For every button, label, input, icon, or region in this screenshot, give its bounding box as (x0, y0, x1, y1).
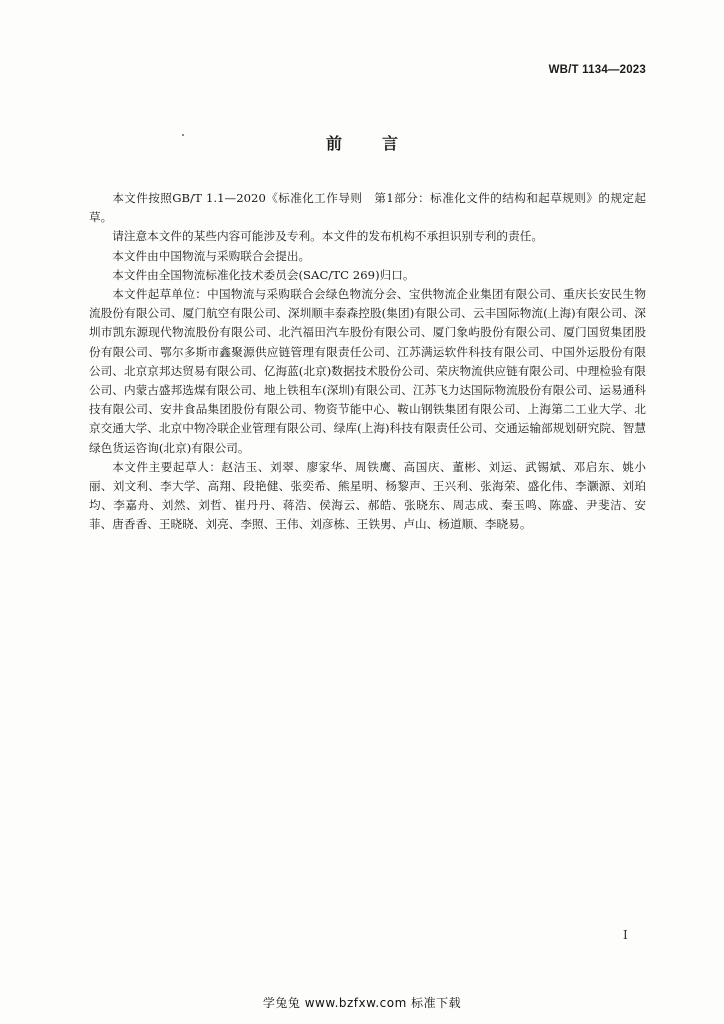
page-number: I (623, 928, 628, 942)
paragraph-administrator: 本文件由全国物流标准化技术委员会(SAC/TC 269)归口。 (112, 267, 415, 282)
page-title: 前言 (325, 134, 438, 153)
body-text (89, 189, 646, 535)
paragraph-proposer: 本文件由中国物流与采购联合会提出。 (112, 248, 311, 263)
paragraph-patent-notice: 请注意本文件的某些内容可能涉及专利。本文件的发布机构不承担识别专利的责任。 (112, 229, 544, 244)
watermark-footer: 学兔兔 www.bzfxw.com 标准下载 (262, 996, 462, 1010)
paragraph-drafters: 本文件主要起草人：赵洁玉、刘翠、廖家华、周铁鹰、高国庆、董彬、刘运、武锡斌、邓启东、姚小丽、刘文利、李大学、高翔、段艳健、张奕希、熊星明、杨黎声、王兴利、张海荣、盛化伟、李灏源、刘珀均、李嘉舟、刘然、刘哲、崔丹丹、蒋浩、侯海云、郝皓、张晓东、周志成、秦玉鸣、陈盛、尹斐洁、安菲、唐香香、王晓晓、刘亮、李照、王伟、刘彦栋、王铁男、卢山、杨道顺、李晓易。 (89, 459, 646, 532)
paragraph-drafting-units: 本文件起草单位：中国物流与采购联合会绿色物流分会、宝供物流企业集团有限公司、重庆长安民生物流股份有限公司、厦门航空有限公司、深圳顺丰泰森控股(集团)有限公司、云丰国际物流(上海)有限公司、深圳市凯东源现代物流股份有限公司、北汽福田汽车股份有限公司、厦门象屿股份有限公司、厦门国贸集团股份有限公司、鄂尔多斯市鑫聚源供应链管理有限责任公司、江苏满运软件科技有限公司、中国外运股份有限公司、北京京邦达贸易有限公司、亿海蓝(北京)数据技术股份公司、荣庆物流供应链有限公司、中理检验有限公司、内蒙古盛邦选煤有限公司、地上铁租车(深圳)有限公司、江苏飞力达国际物流股份有限公司、运易通科技有限公司、安井食品集团股份有限公司、物资节能中心、鞍山钢铁集团有限公司、上海第二工业大学、北京交通大学、北京中物冷联企业管理有限公司、绿库(上海)科技有限责任公司、交通运输部规划研究院、智慧绿色货运咨询(北京)有限公司。 (89, 287, 646, 455)
paragraph-drafting-rules: 本文件按照GB/T 1.1—2020《标准化工作导则 第1部分：标准化文件的结构和起草规则》的规定起草。 (89, 191, 646, 225)
standard-number: WB/T 1134—2023 (548, 64, 646, 76)
